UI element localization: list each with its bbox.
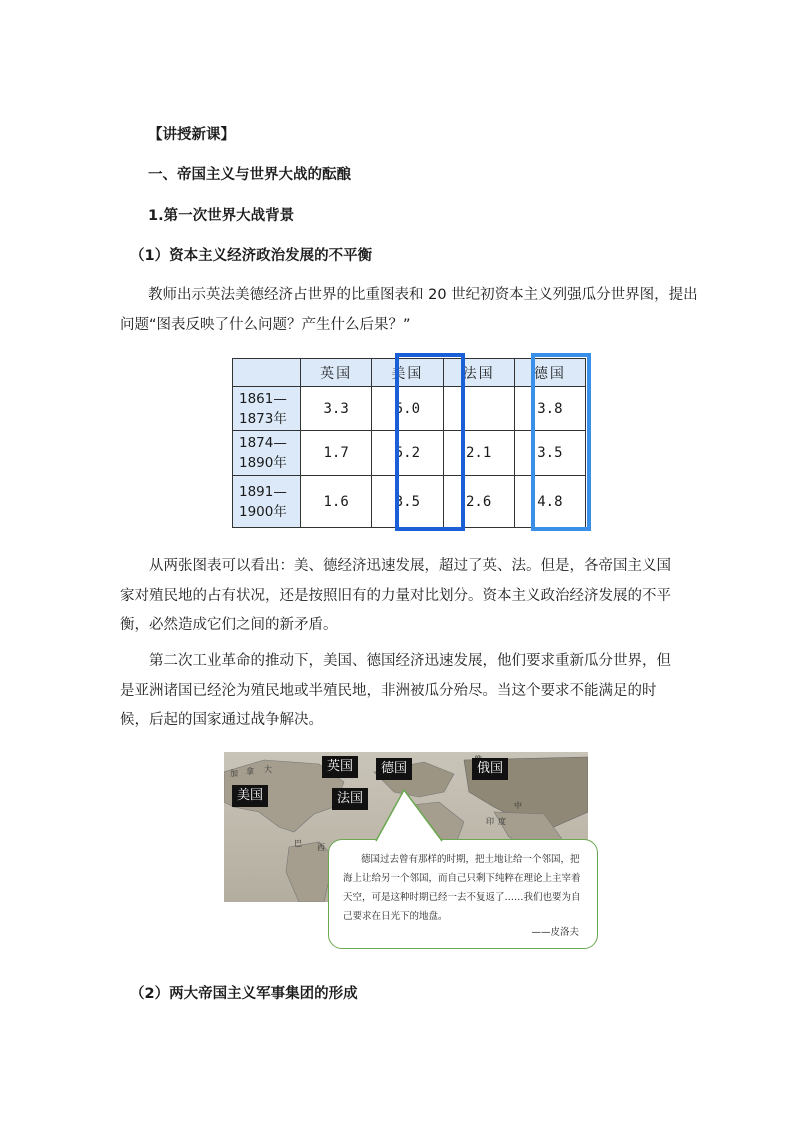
table-cell: 2.6 — [443, 476, 514, 528]
map-text-india-b: 度 — [498, 817, 506, 826]
map-text-brazil: 巴 — [294, 839, 302, 848]
map-text-brazil-b: 西 — [317, 843, 325, 852]
quote-attribution: ——皮洛夫 — [531, 927, 579, 938]
map-label-uk: 英国 — [322, 756, 358, 778]
table-cell: 3.8 — [514, 387, 585, 431]
germany-column-highlight — [531, 353, 591, 531]
table-cell: 5.2 — [372, 431, 443, 476]
bubble-pointer — [370, 788, 450, 842]
analysis-paragraph-1: 从两张图表可以看出：美、德经济迅速发展，超过了英、法。但是，各帝国主义国家对殖民地的占有状况，还是按照旧有的力量对比划分。资本主义政治经济发展的不平衡，必然造成它们之间的新矛盾。 — [120, 558, 671, 633]
map-label-france: 法国 — [332, 788, 368, 810]
period-cell: 1861— 1873年 — [233, 387, 301, 431]
lecture-heading: 【讲授新课】 — [148, 127, 235, 143]
map-label-germany: 德国 — [376, 758, 412, 780]
section-heading-1: 一、帝国主义与世界大战的酝酿 — [148, 167, 351, 183]
map-text-china: 中 — [514, 801, 522, 810]
table-header-cell: 法国 — [443, 359, 514, 387]
table-header-cell: 英国 — [301, 359, 372, 387]
map-label-usa: 美国 — [232, 785, 268, 807]
quote-text: 德国过去曾有那样的时期，把土地让给一个邻国，把海上让给另一个邻国，而自己只剩下纯粹在理论上主宰着天空，可是这种时期已经一去不复返了……我们也要为自己要求在日光下的地盘。 — [343, 854, 581, 922]
table-cell: 3.5 — [514, 431, 585, 476]
subsection-heading: 1.第一次世界大战背景 — [148, 208, 295, 224]
table-header-cell: 美国 — [372, 359, 443, 387]
analysis-paragraph-2: 第二次工业革命的推动下，美国、德国经济迅速发展，他们要求重新瓜分世界，但是亚洲诸国已经沦为殖民地或半殖民地，非洲被瓜分殆尽。当这个要求不能满足的时候，后起的国家通过战争解决。 — [120, 653, 671, 728]
table-header-cell: 德国 — [514, 359, 585, 387]
table-cell: 5.0 — [372, 387, 443, 431]
intro-line-2: 问题“图表反映了什么问题？产生什么后果？” — [120, 317, 411, 333]
table-cell: 4.8 — [514, 476, 585, 528]
period-cell: 1891— 1900年 — [233, 476, 301, 528]
map-label-russia: 俄国 — [472, 758, 508, 780]
map-text-canada-b: 拿 — [246, 767, 254, 776]
quote-bubble — [328, 839, 598, 949]
table-header-cell — [233, 359, 301, 387]
table-cell: 3.3 — [301, 387, 372, 431]
table-cell: 3.5 — [372, 476, 443, 528]
subsection-heading-1-1: （1）资本主义经济政治发展的不平衡 — [130, 248, 373, 264]
map-text-canada-a: 加 — [230, 769, 238, 778]
table-cell: 1.7 — [301, 431, 372, 476]
period-cell: 1874— 1890年 — [233, 431, 301, 476]
table-cell: 2.1 — [443, 431, 514, 476]
map-text-india: 印 — [486, 817, 494, 826]
subsection-heading-1-2: （2）两大帝国主义军事集团的形成 — [130, 986, 358, 1002]
map-text-canada-c: 大 — [264, 765, 272, 774]
table-cell: 1.6 — [301, 476, 372, 528]
intro-line-1: 教师出示英法美德经济占世界的比重图表和 20 世纪初资本主义列强瓜分世界图，提出 — [148, 287, 698, 303]
usa-column-highlight — [395, 353, 465, 531]
